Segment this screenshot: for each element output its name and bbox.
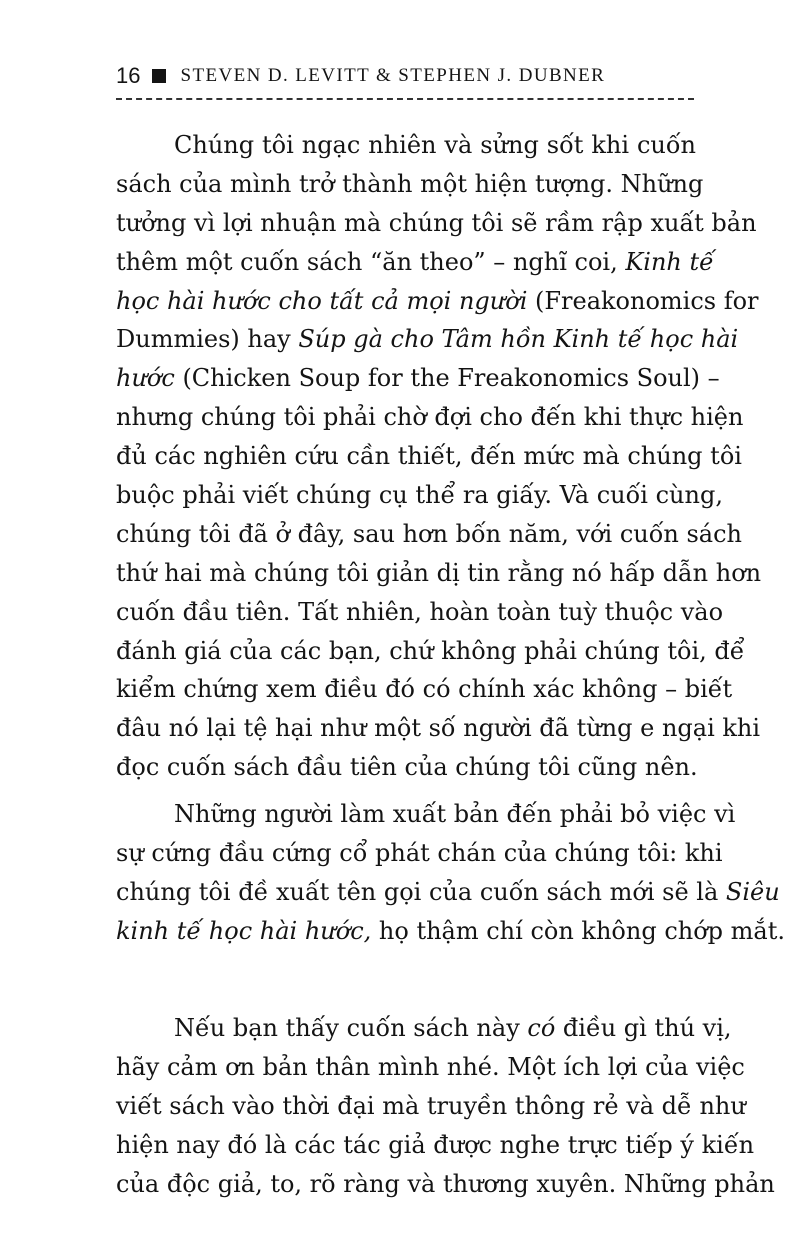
italic-text: học hài hước cho tất cả mọi người [116, 286, 528, 315]
text-run: đâu nó lại tệ hại như một số người đã từng e ngại khi [116, 714, 761, 743]
text-run: (Freakonomics for [527, 286, 759, 315]
text-run: điều gì thú vị, [555, 1014, 732, 1042]
text-line [116, 398, 744, 437]
text-line [116, 632, 745, 671]
text-line [116, 204, 757, 243]
text-line [116, 593, 724, 632]
text-line [116, 670, 733, 709]
text-line [116, 515, 743, 554]
text-line [116, 437, 742, 476]
text-run: đọc cuốn sách đầu tiên của chúng tôi cũng nên. [116, 753, 698, 782]
text-line [116, 282, 759, 321]
page-header [116, 62, 696, 90]
running-head: STEVEN D. LEVITT & STEPHEN J. DUBNER [180, 65, 606, 86]
text-run: hãy cảm ơn bản thân mình nhé. Một ích lợi của việc [116, 1052, 745, 1081]
text-line [116, 1126, 755, 1165]
paragraph-1 [116, 126, 762, 787]
text-line [116, 126, 696, 165]
text-run: (Chicken Soup for the Freakonomics Soul) – [174, 364, 720, 393]
dashed-divider [116, 98, 694, 100]
text-run: nhưng chúng tôi phải chờ đợi cho đến khi thực hiện [116, 403, 744, 432]
text-line [116, 554, 762, 593]
text-run: Chúng tôi ngạc nhiên và sửng sốt khi cuốn [174, 131, 696, 159]
italic-text: Kinh tế [625, 247, 714, 276]
text-run: sách của mình trở thành một hiện tượng. Những [116, 169, 704, 198]
text-run: viết sách vào thời đại mà truyền thông rẻ và dễ như [116, 1091, 746, 1120]
text-line [116, 243, 714, 282]
text-run: Nếu bạn thấy cuốn sách này [174, 1014, 528, 1042]
text-line [116, 873, 780, 912]
text-run: thứ hai mà chúng tôi giản dị tin rằng nó hấp dẫn hơn [116, 558, 762, 587]
text-run: đánh giá của các bạn, chứ không phải chúng tôi, để [116, 636, 745, 665]
text-line [116, 834, 723, 873]
square-bullet-icon [152, 69, 166, 83]
text-line [116, 1009, 732, 1048]
text-line [116, 320, 739, 359]
italic-text: Súp gà cho Tâm hồn Kinh tế học hài [298, 325, 739, 354]
page-number: 16 [116, 63, 141, 88]
paragraph-2 [116, 795, 785, 951]
italic-text: kinh tế học hài hước, [116, 916, 372, 945]
text-run: đủ các nghiên cứu cần thiết, đến mức mà chúng tôi [116, 442, 742, 471]
text-run: tưởng vì lợi nhuận mà chúng tôi sẽ rầm rập xuất bản [116, 208, 757, 237]
paragraph-3 [116, 1009, 775, 1203]
italic-text: Siêu [725, 877, 780, 906]
text-run: của độc giả, to, rõ ràng và thương xuyên. Những phản [116, 1169, 775, 1198]
text-run: Những người làm xuất bản đến phải bỏ việc vì [174, 800, 736, 828]
text-line [116, 165, 704, 204]
text-run: thêm một cuốn sách “ăn theo” – nghĩ coi, [116, 247, 626, 276]
text-run: chúng tôi đề xuất tên gọi của cuốn sách mới sẽ là [116, 877, 726, 906]
text-line [116, 1048, 745, 1087]
text-run: sự cứng đầu cứng cổ phát chán của chúng tôi: khi [116, 838, 723, 867]
text-run: hiện nay đó là các tác giả được nghe trực tiếp ý kiến [116, 1130, 755, 1159]
text-run: Dummies) hay [116, 325, 299, 354]
text-line [116, 795, 736, 834]
text-run: họ thậm chí còn không chớp mắt. [371, 916, 785, 945]
text-line [116, 1165, 775, 1204]
text-run: buộc phải viết chúng cụ thể ra giấy. Và cuối cùng, [116, 481, 723, 510]
italic-text: có [527, 1014, 556, 1042]
italic-text: hước [116, 364, 175, 393]
text-line [116, 709, 761, 748]
text-run: cuốn đầu tiên. Tất nhiên, hoàn toàn tuỳ thuộc vào [116, 597, 724, 626]
text-run: chúng tôi đã ở đây, sau hơn bốn năm, với cuốn sách [116, 519, 743, 548]
text-line [116, 359, 720, 398]
text-line [116, 748, 696, 787]
text-line [116, 912, 785, 951]
text-run: kiểm chứng xem điều đó có chính xác không – biết [116, 675, 733, 704]
text-line [116, 1087, 746, 1126]
text-line [116, 476, 723, 515]
